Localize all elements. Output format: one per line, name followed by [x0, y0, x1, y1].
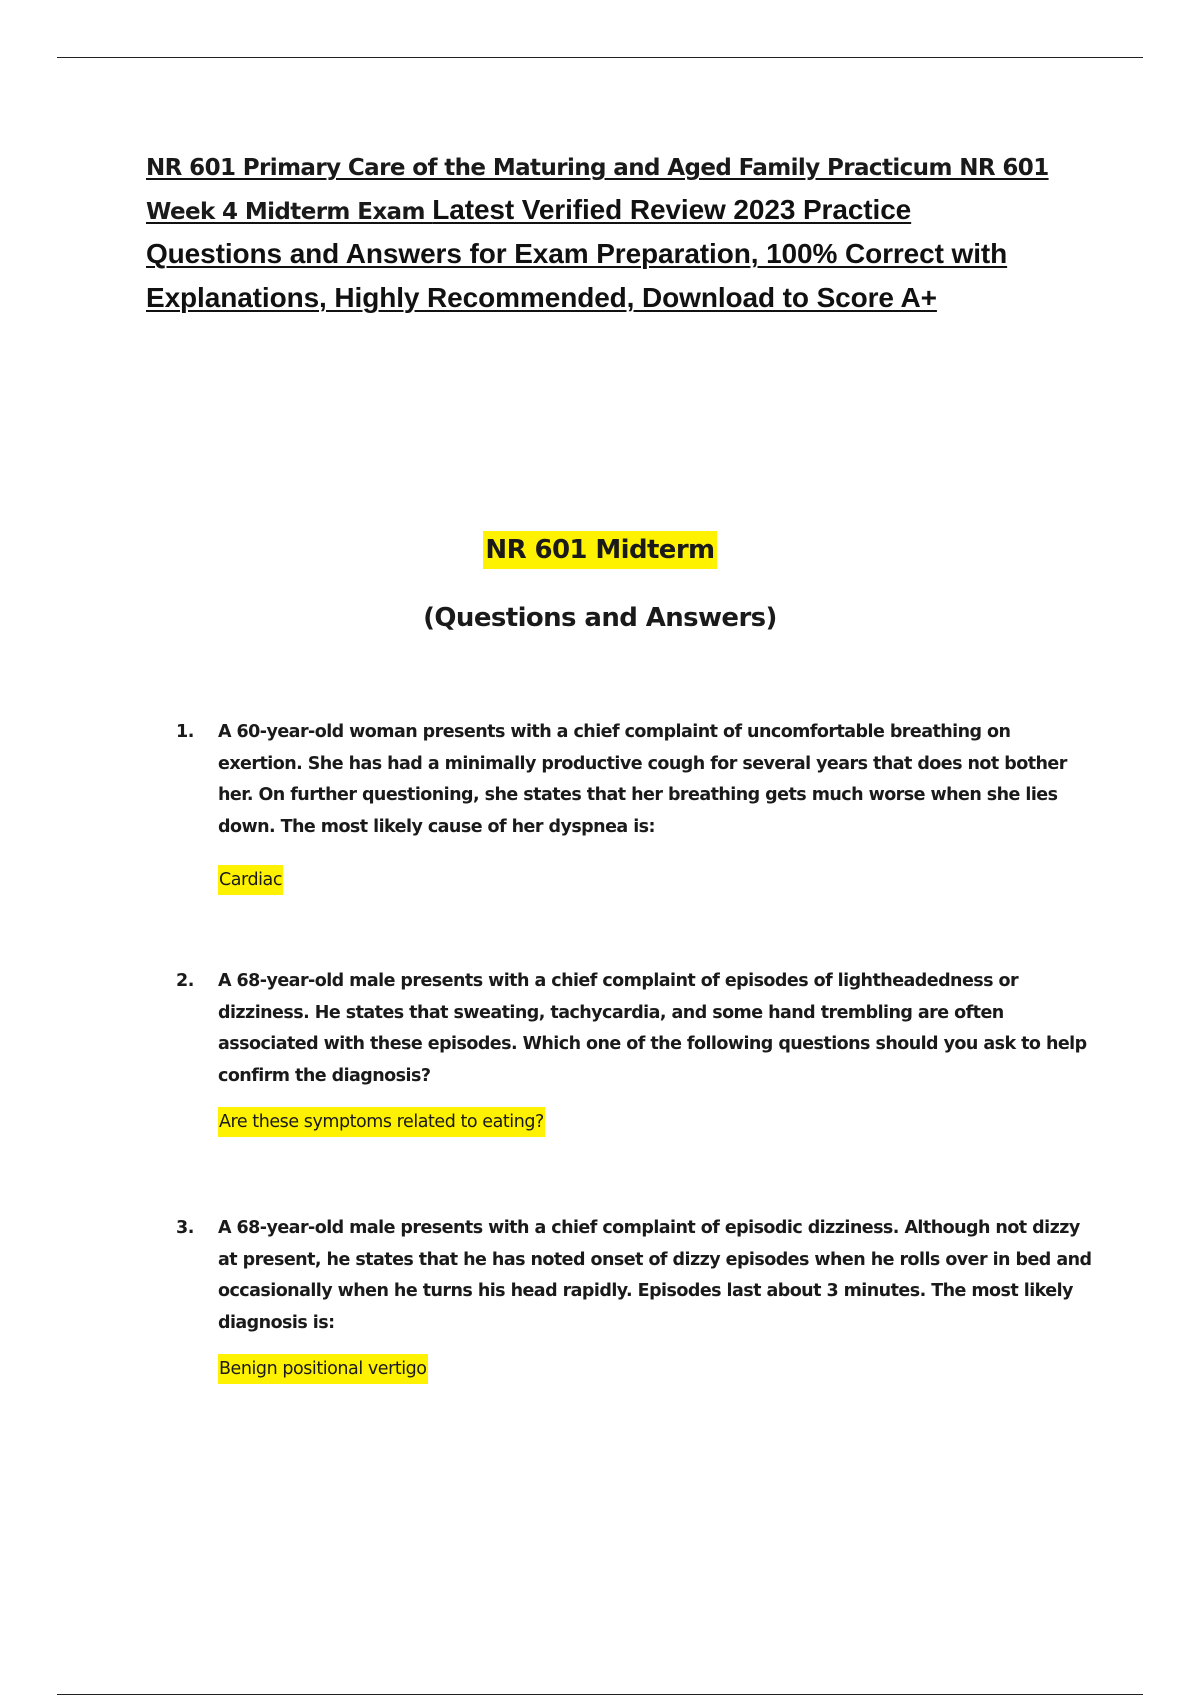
title-part-3: Questions and Answers for Exam Preparation, 100% Correct with [146, 238, 1008, 269]
document-title [146, 148, 1106, 322]
title-part-2b: Latest Verified Review 2023 Practice [432, 194, 912, 225]
question-text: A 68-year-old male presents with a chief complaint of episodes of lightheadedness or dizziness. He states that sweating, tachycardia, and some hand trembling are often associated with these episodes. Which one of the following questions should you ask to help confirm the diagnosis? [218, 971, 1087, 1086]
title-part-1: NR 601 Primary Care of the Maturing and Aged Family Practicum NR 601 [146, 155, 1049, 181]
question-number: 3. [176, 1218, 195, 1238]
question-text: A 60-year-old woman presents with a chief complaint of uncomfortable breathing on exertion. She has had a minimally productive cough for several years that does not bother her. On further questioning, she states that her breathing gets much worse when she lies down. The most likely cause of her dyspnea is: [218, 722, 1067, 837]
section-heading-text: NR 601 Midterm [483, 531, 716, 569]
section-heading [0, 535, 1200, 565]
header-rule [57, 57, 1143, 58]
section-subheading: (Questions and Answers) [423, 603, 777, 633]
title-line-1 [146, 148, 1106, 190]
title-line-2 [146, 190, 1106, 234]
answer-highlight: Cardiac [218, 865, 283, 895]
question-text: A 68-year-old male presents with a chief complaint of episodic dizziness. Although not dizzy at present, he states that he has noted onset of dizzy episodes when he rolls over in bed and occasionally when he turns his head rapidly. Episodes last about 3 minutes. The most likely diagnosis is: [218, 1218, 1092, 1333]
answer-highlight: Are these symptoms related to eating? [218, 1107, 545, 1137]
title-part-2a: Week 4 Midterm Exam [146, 199, 433, 225]
footer-rule [57, 1694, 1143, 1695]
title-line-4 [146, 278, 1106, 322]
question-number: 1. [176, 722, 195, 742]
question-number: 2. [176, 971, 195, 991]
answer-highlight: Benign positional vertigo [218, 1354, 428, 1384]
title-line-3 [146, 234, 1106, 278]
title-part-4: Explanations, Highly Recommended, Download to Score A+ [146, 282, 937, 313]
